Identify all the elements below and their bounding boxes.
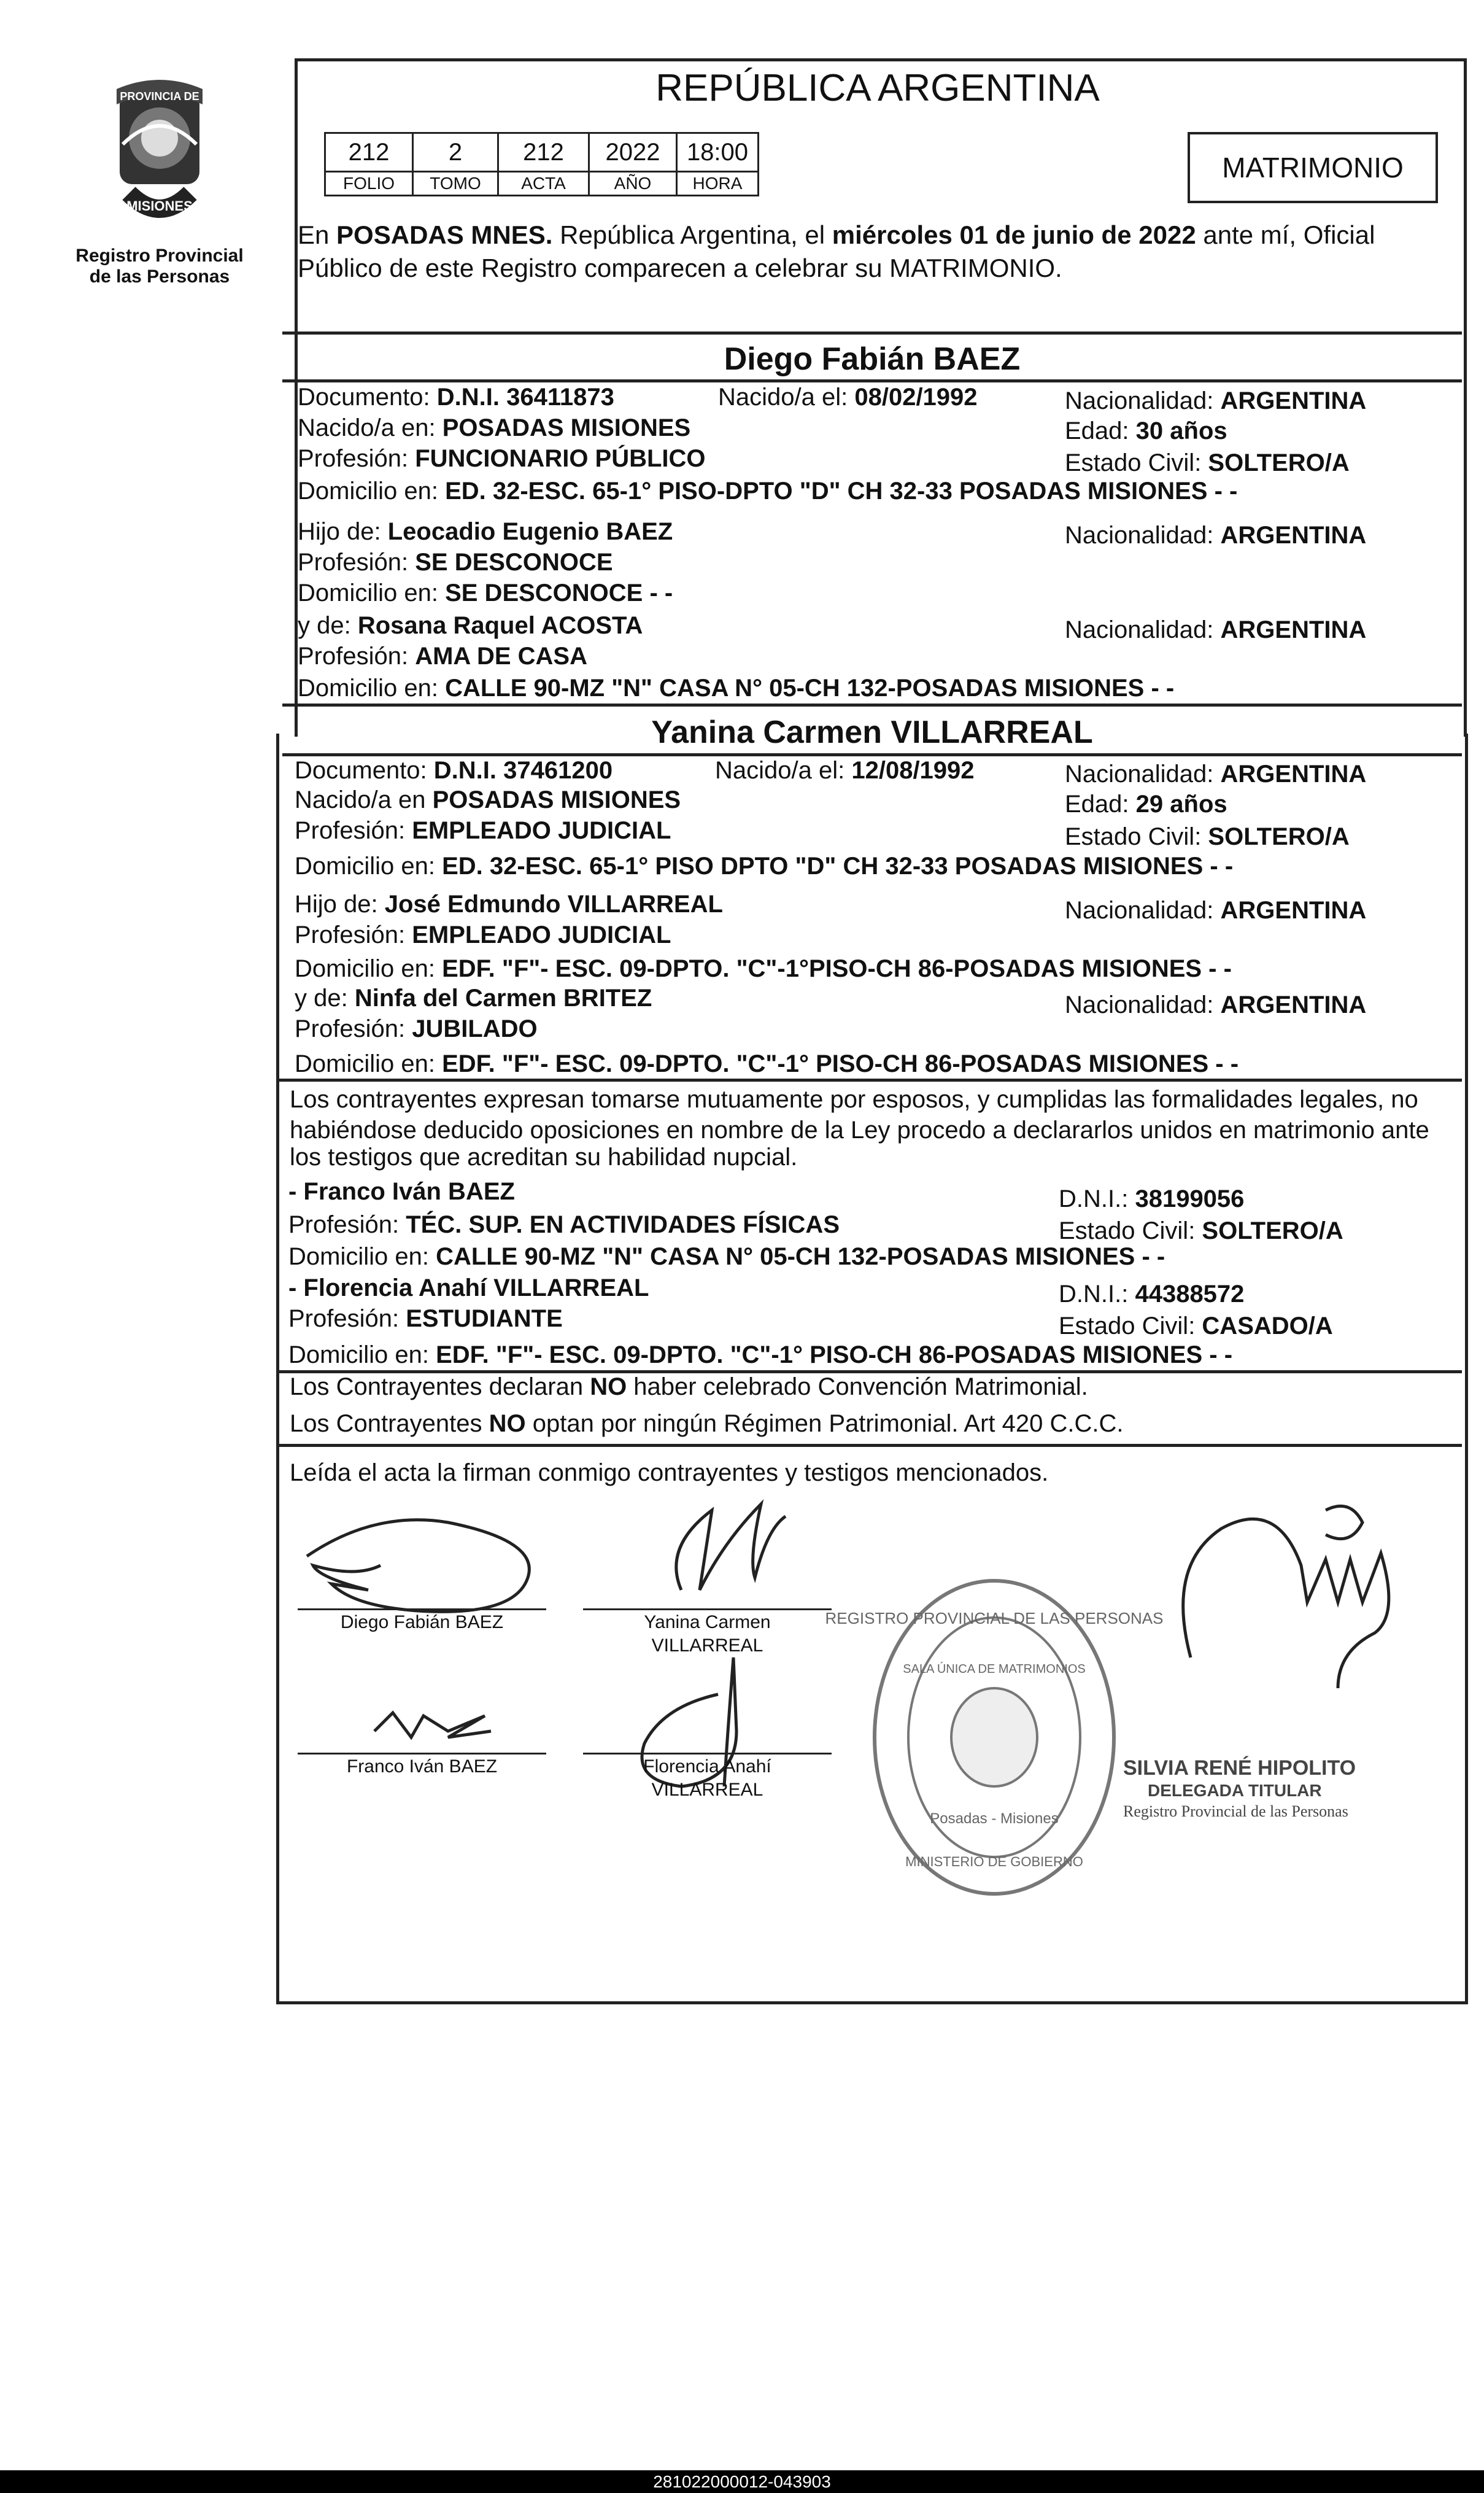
intro-date: miércoles 01 de junio de 2022 — [832, 220, 1196, 249]
official-name: SILVIA RENÉ HIPOLITO — [1123, 1756, 1356, 1780]
spouse1-father: Hijo de: Leocadio Eugenio BAEZ — [298, 518, 673, 545]
witness1-name: - Franco Iván BAEZ — [288, 1178, 515, 1205]
spouse1-father-profession: Profesión: SE DESCONOCE — [298, 549, 613, 576]
year-value: 2022 — [605, 139, 660, 166]
spouse2-mother-nationality: Nacionalidad: ARGENTINA — [1065, 991, 1367, 1018]
signature-label-spouse1: Diego Fabián BAEZ — [340, 1612, 504, 1632]
acta-label: ACTA — [499, 171, 588, 195]
spouse1-document: Documento: D.N.I. 36411873 — [298, 384, 614, 411]
spouse1-father-address: Domicilio en: SE DESCONOCE - - — [298, 580, 673, 607]
spouse1-civil-status: Estado Civil: SOLTERO/A — [1065, 449, 1350, 476]
witness2-civil-status: Estado Civil: CASADO/A — [1059, 1312, 1333, 1340]
acta-value: 212 — [523, 139, 564, 166]
tomo-label: TOMO — [414, 171, 497, 195]
divider — [282, 331, 1462, 335]
spouse2-mother-profession: Profesión: JUBILADO — [295, 1015, 538, 1042]
tomo-value: 2 — [448, 139, 463, 166]
svg-text:REGISTRO PROVINCIAL DE LAS PER: REGISTRO PROVINCIAL DE LAS PERSONAS — [825, 1609, 1164, 1627]
witness2-profession: Profesión: ESTUDIANTE — [288, 1305, 563, 1332]
intro-line2: Público de este Registro comparecen a celebrar su MATRIMONIO. — [298, 254, 1062, 282]
signature-label-witness2: Florencia Anahí VILLARREAL — [643, 1756, 771, 1800]
spouse1-nationality: Nacionalidad: ARGENTINA — [1065, 387, 1367, 414]
hour-label: HORA — [678, 171, 757, 195]
spouse1-mother-nationality: Nacionalidad: ARGENTINA — [1065, 616, 1367, 643]
spouse2-document: Documento: D.N.I. 37461200 — [295, 757, 613, 784]
closing-text: Leída el acta la firman conmigo contrayentes y testigos mencionados. — [290, 1459, 1049, 1486]
intro-place: POSADAS MNES. — [336, 220, 553, 249]
record-type-box — [1188, 132, 1438, 203]
logo-caption-line1: Registro Provincial — [75, 246, 244, 266]
spouse2-father-nationality: Nacionalidad: ARGENTINA — [1065, 897, 1367, 924]
divider — [282, 379, 1462, 382]
intro-line1: En POSADAS MNES. República Argentina, el miércoles 01 de junio de 2022 ante mí, Oficial — [298, 220, 1375, 249]
footer-code: 281022000012-043903 — [653, 2472, 831, 2491]
regime-line1: Los Contrayentes declaran NO haber celebrado Convención Matrimonial. — [290, 1373, 1088, 1400]
witness1-address: Domicilio en: CALLE 90-MZ "N" CASA N° 05-CH 132-POSADAS MISIONES - - — [288, 1243, 1165, 1270]
svg-text:MINISTERIO DE GOBIERNO: MINISTERIO DE GOBIERNO — [905, 1854, 1083, 1869]
official-signature-block — [1123, 1756, 1393, 1822]
spouse2-name: Yanina Carmen VILLARREAL — [651, 715, 1093, 750]
signature-line — [298, 1608, 546, 1610]
province-logo — [86, 77, 233, 230]
spouse1-birthdate: Nacido/a el: 08/02/1992 — [718, 384, 978, 411]
spouse1-profession: Profesión: FUNCIONARIO PÚBLICO — [298, 445, 706, 472]
spouse2-birthdate: Nacido/a el: 12/08/1992 — [715, 757, 975, 784]
witness2-address: Domicilio en: EDF. "F"- ESC. 09-DPTO. "C"-1° PISO-CH 86-POSADAS MISIONES - - — [288, 1341, 1233, 1368]
official-role: DELEGADA TITULAR — [1148, 1781, 1322, 1800]
spouse1-mother-address: Domicilio en: CALLE 90-MZ "N" CASA N° 05-CH 132-POSADAS MISIONES - - — [298, 675, 1175, 702]
spouse2-mother: y de: Ninfa del Carmen BRITEZ — [295, 985, 652, 1012]
signature-line — [583, 1753, 832, 1754]
year-box — [588, 132, 678, 196]
hour-value: 18:00 — [686, 139, 749, 166]
witness1-civil-status: Estado Civil: SOLTERO/A — [1059, 1217, 1343, 1244]
spouse2-address: Domicilio en: ED. 32-ESC. 65-1° PISO DPTO "D" CH 32-33 POSADAS MISIONES - - — [295, 853, 1234, 880]
declaration-line2: habiéndose deducido oposiciones en nombre de la Ley procedo a declararlos unidos en matrimonio ante — [290, 1117, 1429, 1144]
spouse2-age: Edad: 29 años — [1065, 791, 1227, 818]
spouse2-father-profession: Profesión: EMPLEADO JUDICIAL — [295, 921, 671, 948]
hour-box — [676, 132, 759, 196]
spouse2-father-address: Domicilio en: EDF. "F"- ESC. 09-DPTO. "C"-1°PISO-CH 86-POSADAS MISIONES - - — [295, 955, 1232, 982]
signature-label-spouse2: Yanina Carmen VILLARREAL — [644, 1612, 771, 1656]
divider — [282, 704, 1462, 707]
spouse2-profession: Profesión: EMPLEADO JUDICIAL — [295, 817, 671, 844]
official-stamp — [825, 1565, 1164, 1909]
witness2-name: - Florencia Anahí VILLARREAL — [288, 1274, 649, 1301]
folio-box — [324, 132, 414, 196]
spouse1-age: Edad: 30 años — [1065, 417, 1227, 444]
svg-text:SALA ÚNICA DE MATRIMONIOS: SALA ÚNICA DE MATRIMONIOS — [903, 1662, 1086, 1676]
spouse1-mother-profession: Profesión: AMA DE CASA — [298, 643, 587, 670]
spouse2-civil-status: Estado Civil: SOLTERO/A — [1065, 823, 1350, 850]
spouse1-address: Domicilio en: ED. 32-ESC. 65-1° PISO-DPTO "D" CH 32-33 POSADAS MISIONES - - — [298, 478, 1238, 505]
divider — [279, 1079, 1462, 1082]
witness2-dni: D.N.I.: 44388572 — [1059, 1281, 1245, 1308]
declaration-line1: Los contrayentes expresan tomarse mutuamente por esposos, y cumplidas las formalidades legales, no — [290, 1086, 1418, 1113]
year-label: AÑO — [590, 171, 676, 195]
spouse2-father: Hijo de: José Edmundo VILLARREAL — [295, 891, 723, 918]
divider — [279, 1444, 1462, 1447]
spouse1-birthplace: Nacido/a en: POSADAS MISIONES — [298, 414, 691, 441]
tomo-box — [412, 132, 499, 196]
spouse2-mother-address: Domicilio en: EDF. "F"- ESC. 09-DPTO. "C"-1° PISO-CH 86-POSADAS MISIONES - - — [295, 1050, 1239, 1077]
spouse1-father-nationality: Nacionalidad: ARGENTINA — [1065, 522, 1367, 549]
page-title: REPÚBLICA ARGENTINA — [655, 67, 1100, 109]
logo-caption-line2: de las Personas — [89, 266, 230, 287]
signature-label-witness1: Franco Iván BAEZ — [346, 1756, 498, 1777]
signature-line — [583, 1608, 832, 1610]
seal-bottom-text: MISIONES — [126, 198, 193, 214]
spouse1-name: Diego Fabián BAEZ — [724, 341, 1021, 377]
spouse2-birthplace: Nacido/a en POSADAS MISIONES — [295, 786, 681, 813]
signature-line — [298, 1753, 546, 1754]
folio-value: 212 — [348, 139, 390, 166]
official-office: Registro Provincial de las Personas — [1123, 1802, 1348, 1820]
witness1-profession: Profesión: TÉC. SUP. EN ACTIVIDADES FÍSICAS — [288, 1211, 840, 1238]
spouse2-nationality: Nacionalidad: ARGENTINA — [1065, 761, 1367, 788]
declaration-line3: los testigos que acreditan su habilidad nupcial. — [290, 1144, 798, 1171]
logo-caption — [68, 246, 252, 287]
spouse1-mother: y de: Rosana Raquel ACOSTA — [298, 612, 643, 639]
regime-line2: Los Contrayentes NO optan por ningún Régimen Patrimonial. Art 420 C.C.C. — [290, 1410, 1124, 1437]
folio-label: FOLIO — [326, 171, 412, 195]
witness1-dni: D.N.I.: 38199056 — [1059, 1185, 1245, 1212]
record-type: MATRIMONIO — [1222, 152, 1404, 184]
seal-top-text: PROVINCIA DE — [120, 90, 199, 103]
footer-bar — [0, 2470, 1484, 2493]
svg-text:Posadas - Misiones: Posadas - Misiones — [930, 1810, 1059, 1827]
acta-box — [497, 132, 590, 196]
